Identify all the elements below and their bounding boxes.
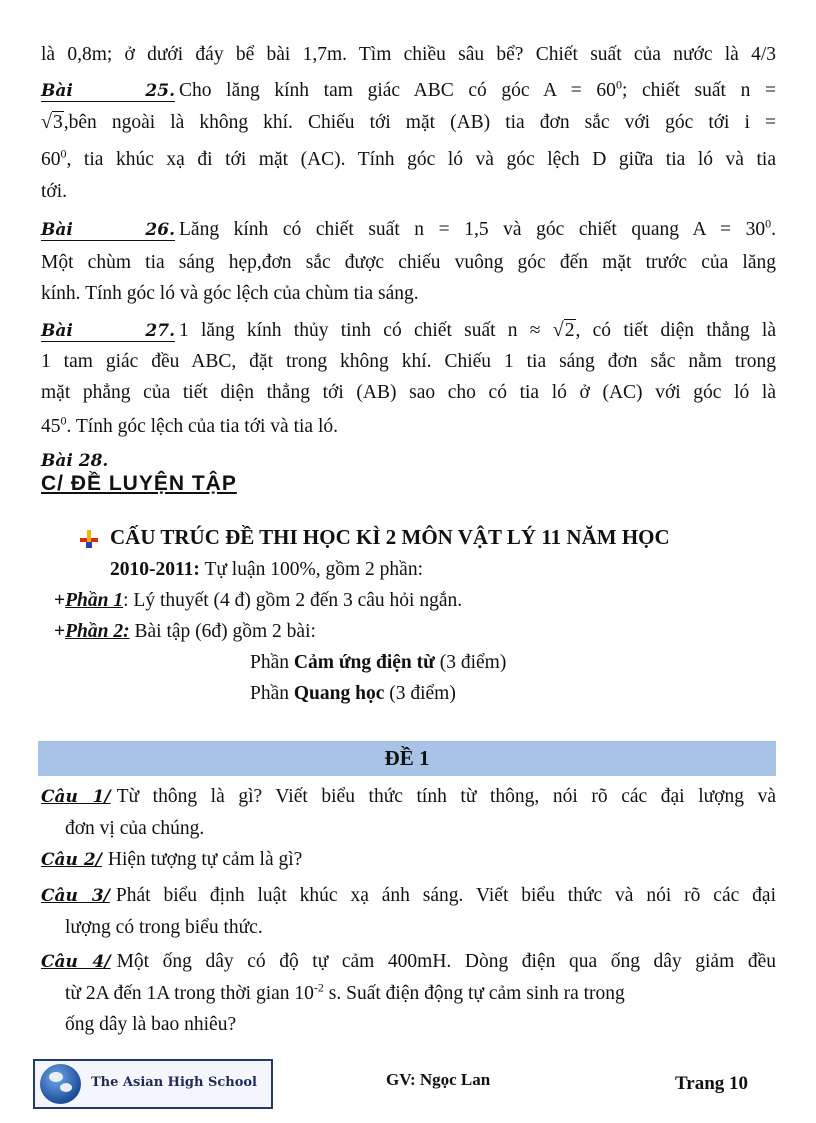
question-2 — [41, 844, 776, 876]
question-3-text: Phát biểu định luật khúc xạ ánh sáng. Viết biểu thức và nói rõ các đại — [115, 885, 776, 906]
question-1-text: Từ thông là gì? Viết biểu thức tính từ thông, nói rõ các đại lượng và — [116, 786, 776, 807]
sub1-line — [250, 648, 750, 678]
structure-year-rest: Tự luận 100%, gồm 2 phần: — [199, 559, 423, 580]
question-4-line1 — [41, 946, 776, 978]
sub2-points: (3 điểm) — [384, 683, 456, 704]
bai26-line1 — [41, 215, 776, 245]
sqrt-symbol: √2 — [552, 319, 575, 341]
question-4-line2 — [41, 978, 776, 1009]
question-4-text2a: từ 2A đến 1A trong thời gian 10 — [65, 983, 314, 1004]
question-4-text3: ống dây là bao nhiêu? — [65, 1014, 237, 1035]
question-3 — [41, 880, 776, 943]
sub2-prefix: Phần — [250, 683, 294, 704]
sub2-topic: Quang học — [293, 683, 385, 704]
structure-title-line — [80, 522, 775, 552]
bai27-line2 — [41, 347, 776, 377]
degree-sup: 0 — [60, 146, 67, 161]
bai26-text1b: . — [771, 219, 776, 240]
question-3-label: Câu 3/ — [41, 886, 110, 906]
bai25-text3a: 60 — [41, 149, 61, 170]
question-1-label: Câu 1/ — [41, 787, 111, 807]
bai26-line2 — [41, 248, 776, 278]
bai26-text3: kính. Tính góc ló và góc lệch của chùm tia sáng. — [41, 283, 419, 304]
part2-line: +Phần 2: Bài tập (6đ) gồm 2 bài: — [54, 621, 316, 642]
bai28-label: Bài 28. — [41, 451, 109, 471]
bai26-text2: Một chùm tia sáng hẹp,đơn sắc được chiếu vuông góc đến mặt trước của lăng — [41, 252, 776, 273]
bai25-line1 — [41, 76, 776, 106]
bai27-text4a: 45 — [41, 416, 61, 437]
bai27-label: Bài 27. — [41, 321, 175, 341]
exponent-sup: -2 — [313, 980, 324, 995]
teacher-name: GV: Ngọc Lan — [386, 1070, 491, 1089]
bai25-label: Bài 25. — [41, 81, 175, 101]
bai27-line4 — [41, 412, 776, 442]
bai27-text4b: . Tính góc lệch của tia tới và tia ló. — [66, 416, 338, 437]
structure-year-line — [110, 555, 770, 585]
question-4 — [41, 946, 776, 1040]
page-number: Trang 10 — [675, 1073, 749, 1094]
intro-text: là 0,8m; ở dưới đáy bể bài 1,7m. Tìm chiều sâu bể? Chiết suất của nước là 4/3 — [41, 44, 776, 65]
sqrt-value: 3 — [52, 112, 63, 133]
degree-sup: 0 — [60, 413, 67, 428]
question-1 — [41, 781, 776, 844]
question-1-text2: đơn vị của chúng. — [65, 818, 205, 839]
part2-text: Bài tập (6đ) gồm 2 bài: — [129, 621, 316, 642]
question-2-text: Hiện tượng tự cảm là gì? — [107, 849, 303, 870]
bai28-line — [41, 449, 776, 473]
question-4-text: Một ống dây có độ tự cảm 400mH. Dòng điện qua ống dây giảm đều — [116, 951, 776, 972]
sub2-line — [250, 679, 750, 709]
question-2-line1 — [41, 844, 776, 876]
globe-icon — [40, 1064, 81, 1104]
structure-year: 2010-2011: — [110, 559, 200, 580]
exam-structure — [80, 522, 775, 552]
bai25-text4: tới. — [41, 181, 68, 202]
exam-title-bar: ĐỀ 1 — [38, 741, 776, 776]
bai25-text1b: ; chiết suất n = — [621, 80, 776, 101]
sub1-prefix: Phần — [250, 652, 294, 673]
bai26-label: Bài 26. — [41, 220, 175, 240]
school-name: The Asian High School — [91, 1075, 257, 1090]
sub1-points: (3 điểm) — [434, 652, 507, 673]
bai25-line4 — [41, 177, 776, 207]
question-1-line1 — [41, 781, 776, 813]
bai27-text1b: , có tiết diện thẳng là — [575, 320, 776, 341]
bai25-line3 — [41, 145, 776, 175]
bai25-line2 — [41, 107, 776, 138]
question-4-label: Câu 4/ — [41, 952, 111, 972]
bai26-text1: Lăng kính có chiết suất n = 1,5 và góc chiết quang A = 30 — [179, 219, 766, 240]
sub1-topic: Cảm ứng điện từ — [293, 652, 435, 673]
part1-text: : Lý thuyết (4 đ) gồm 2 đến 3 câu hỏi ngắn. — [123, 590, 463, 611]
bullet-icon — [80, 530, 98, 548]
question-2-label: Câu 2/ — [41, 850, 102, 870]
part1-line: +Phần 1: Lý thuyết (4 đ) gồm 2 đến 3 câu hỏi ngắn. — [54, 590, 463, 611]
bai27-text1: 1 lăng kính thủy tinh có chiết suất n ≈ — [179, 320, 541, 341]
sqrt-value: 2 — [564, 320, 575, 341]
section-heading: C/ ĐỀ LUYỆN TẬP — [41, 472, 237, 495]
bai25-text1: Cho lăng kính tam giác ABC có góc A = 60 — [179, 80, 616, 101]
bai27-text2: 1 tam giác đều ABC, đặt trong không khí. Chiếu 1 tia sáng đơn sắc nằm trong — [41, 351, 776, 372]
bai25-text3b: , tia khúc xạ đi tới mặt (AC). Tính góc ló và góc lệch D giữa tia ló và tia — [66, 149, 776, 170]
bai26-line3 — [41, 279, 776, 309]
bai27-line1 — [41, 315, 776, 346]
structure-title: CẤU TRÚC ĐỀ THI HỌC KÌ 2 MÔN VẬT LÝ 11 NĂM HỌC — [110, 525, 670, 549]
sqrt-symbol: √3 — [41, 111, 63, 133]
question-3-text2: lượng có trong biểu thức. — [65, 917, 263, 938]
degree-sup: 0 — [615, 77, 622, 92]
degree-sup: 0 — [765, 216, 772, 231]
intro-line — [41, 40, 776, 70]
question-4-text2b: s. Suất điện động tự cảm sinh ra trong — [323, 983, 625, 1004]
bai25-text2: ,bên ngoài là không khí. Chiếu tới mặt (AB) tia đơn sắc với góc tới i = — [63, 112, 776, 133]
bai27-line3 — [41, 378, 776, 408]
part1-label: Phần 1 — [65, 590, 124, 611]
part2-label: Phần 2: — [65, 621, 130, 642]
question-3-line1 — [41, 880, 776, 912]
bai27-text3: mặt phẳng của tiết diện thẳng tới (AB) sao cho có tia ló ở (AC) với góc ló là — [41, 382, 776, 403]
school-logo — [33, 1059, 273, 1109]
